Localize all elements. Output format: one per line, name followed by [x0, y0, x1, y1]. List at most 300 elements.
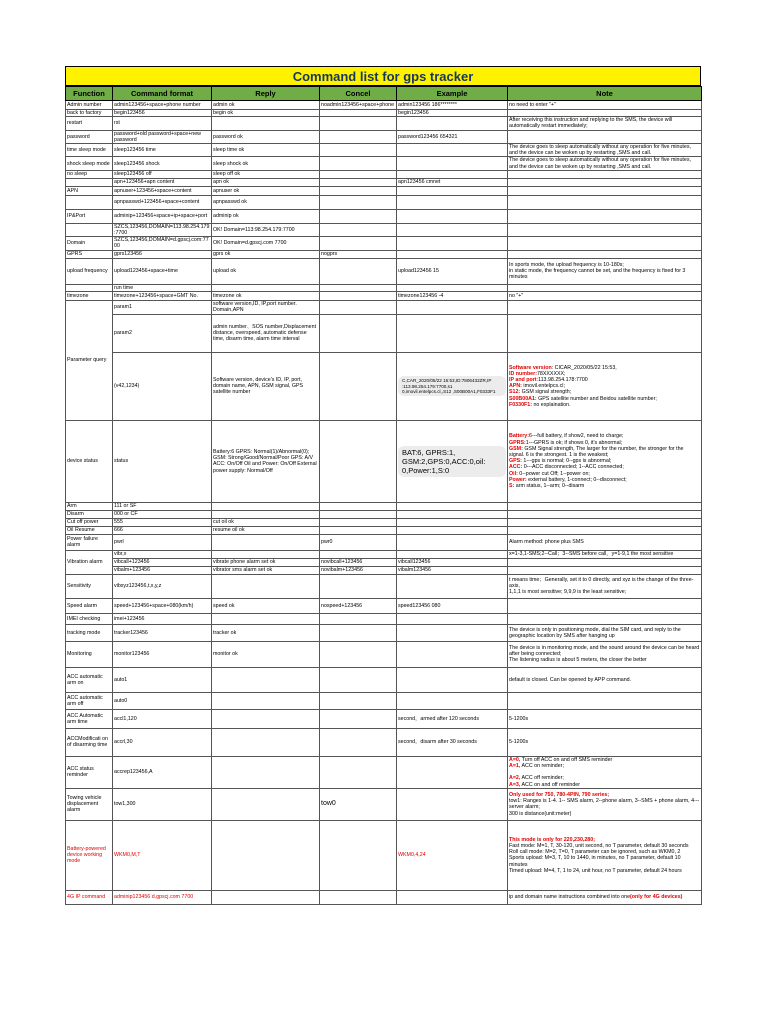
cell	[397, 250, 508, 258]
cell	[397, 157, 508, 170]
note-key: Power:	[509, 476, 527, 483]
cell	[212, 117, 320, 130]
cell: apn123456 cmnet	[397, 178, 508, 186]
cell: apnpasswd ok	[212, 195, 320, 209]
cell: password ok	[212, 130, 320, 143]
table-row	[66, 258, 702, 284]
cell: vibxyz123456,t,x,y,z	[113, 574, 212, 598]
cell: 5-1200s	[508, 728, 702, 756]
note-key: IP and port	[509, 377, 537, 384]
cell	[397, 237, 508, 250]
note-value: GSM signal strength;	[520, 389, 572, 396]
cell: Sensitivity	[66, 574, 113, 598]
cell: begin ok	[212, 110, 320, 117]
cell: The device goes to sleep automatically without any operation for five minutes, and the device can be woken up by restarting ,SMS and call.	[508, 157, 702, 170]
cell	[397, 510, 508, 518]
cell	[320, 144, 397, 157]
cell	[320, 237, 397, 250]
cell	[320, 186, 397, 195]
cell	[397, 518, 508, 526]
note-value: Turn off ACC on and off SMS reminder	[520, 756, 613, 763]
cell: rst	[113, 117, 212, 130]
cell	[212, 667, 320, 692]
battery-note-red: This mode is only for 220,230,280;	[509, 836, 595, 843]
status-reply: Battery:6 GPRS: Normal(1)/Abnormal(0); GSM: Strong/Good/Normal/Poor GPS: A/V ACC: On/Off Oil and Power: On/Off External power supply: Normal/Off	[212, 420, 320, 502]
cell: upload frequency	[66, 258, 113, 284]
table-row	[66, 756, 702, 788]
status-note	[508, 420, 702, 502]
table-row	[66, 534, 702, 550]
cell: Domain	[66, 237, 113, 250]
cell: vibcall+123456	[113, 558, 212, 566]
command-table	[65, 86, 702, 905]
cell: speed ok	[212, 598, 320, 613]
header-function: Function	[66, 87, 113, 101]
cell: The device is only in positioning mode, dial the SIM card, and reply to the geographic location by SMS after hanging up	[508, 624, 702, 641]
note-key: F0330F1:	[509, 401, 532, 408]
cell	[320, 284, 397, 291]
note-value: 0---ACC disconnected; 1--ACC connected;	[522, 464, 624, 471]
note-key: Software version	[509, 364, 552, 371]
cell	[320, 728, 397, 756]
cell	[320, 170, 397, 178]
cell: password123456 654321	[397, 130, 508, 143]
note-key: ID number:	[509, 370, 537, 377]
note-key: S:	[509, 483, 515, 490]
cell	[320, 624, 397, 641]
cell	[508, 566, 702, 574]
cell	[320, 258, 397, 284]
cell: vibalm+123456	[113, 566, 212, 574]
cell: SZCS,123456,DOMAIN=113.98.254.179:7700	[113, 223, 212, 236]
cell: time sleep mode	[66, 144, 113, 157]
param2-cmd: param2	[113, 314, 212, 352]
table-row	[66, 692, 702, 709]
note-line	[509, 483, 700, 489]
cell	[397, 170, 508, 178]
cell	[397, 144, 508, 157]
cell	[320, 502, 397, 510]
cell	[508, 613, 702, 624]
cell: SZCS,123456,DOMAIN=d.gpscj.com:7700	[113, 237, 212, 250]
g4-label: 4G IP command	[66, 890, 113, 904]
table-row	[66, 186, 702, 195]
cell	[320, 526, 397, 534]
cell	[508, 558, 702, 566]
cell: tracking mode	[66, 624, 113, 641]
cell: apnuser+123456+space+content	[113, 186, 212, 195]
param3-reply: Software version, device's ID, IP, port, domain name, APN, GSM signal, GPS satellite number	[212, 352, 320, 420]
g4-note-red: (only for 4G devices)	[630, 894, 683, 901]
status-example-bubble: BAT:6, GPRS:1, GSM:2,GPS:0,ACC:0,oil: 0,Power:1,S:0	[398, 446, 506, 477]
cell	[212, 613, 320, 624]
note-value: imovil.entelpcs.cl;	[521, 383, 565, 390]
table-row	[66, 170, 702, 178]
cell: password	[66, 130, 113, 143]
cell	[212, 574, 320, 598]
towing-concel: tow0	[320, 788, 397, 820]
cell: Alarm method: phone plus SMS	[508, 534, 702, 550]
cell: speed123456 080	[397, 598, 508, 613]
cell	[508, 178, 702, 186]
table-row	[66, 510, 702, 518]
cell	[66, 195, 113, 209]
cell: pwrl	[113, 534, 212, 550]
header-concel: Concel	[320, 87, 397, 101]
note-value: ACC off reminder;	[520, 775, 564, 782]
cell	[212, 728, 320, 756]
cell: no need to enter "+"	[508, 101, 702, 110]
cell: begin123456	[113, 110, 212, 117]
note-value: external battery, 1-connect; 0--disconnect;	[526, 476, 627, 483]
cell: auto1	[113, 667, 212, 692]
cell	[320, 209, 397, 223]
cell: auto0	[113, 692, 212, 709]
cell	[320, 130, 397, 143]
table-row	[66, 550, 702, 558]
cell	[508, 284, 702, 291]
note-value: 0--power cut Off; 1--power on;	[517, 470, 590, 477]
note-value: GSM Signal strength, The larger for the number, the stronger for the signal. 6 is the strongest. 1 is the weakest;	[509, 445, 684, 459]
note-line	[509, 782, 700, 788]
note-value: 6---full battery, if show2, need to charge;	[529, 433, 624, 440]
sheet-title: Command list for gps tracker	[65, 66, 701, 86]
cell: vibrator sms alarm set ok	[212, 566, 320, 574]
cell: 5-1200s	[508, 709, 702, 728]
acc-status-note	[508, 756, 702, 788]
cell: 111 or SF	[113, 502, 212, 510]
cell: x=1-3,1-SMS;2--Call；3--SMS before call，y=1-9,1 the most sensitive	[508, 550, 702, 558]
cell	[320, 667, 397, 692]
cell: monitor ok	[212, 641, 320, 667]
cell: accrl,30	[113, 728, 212, 756]
cell	[397, 550, 508, 558]
note-value: GPS satellite number and Beidou satellite number;	[536, 395, 657, 402]
cell	[212, 709, 320, 728]
cell	[320, 223, 397, 236]
cell: novibcall+123456	[320, 558, 397, 566]
cell: ACCModificati on of disarming time	[66, 728, 113, 756]
cell	[320, 178, 397, 186]
table-row	[66, 502, 702, 510]
cell: 666	[113, 526, 212, 534]
cell: admin123456 186********	[397, 101, 508, 110]
table-row	[66, 667, 702, 692]
cell	[320, 641, 397, 667]
cell: run time	[113, 284, 212, 291]
table-row	[66, 709, 702, 728]
cell: resume oil ok	[212, 526, 320, 534]
cell: OK! Domain=d.gpscj.com 7700	[212, 237, 320, 250]
table-row	[66, 352, 702, 420]
battery-note	[508, 820, 702, 890]
cell: 000 or CF	[113, 510, 212, 518]
battery-example: WKM0,4,24	[397, 820, 508, 890]
cell: upload123456 15	[397, 258, 508, 284]
cell: 555	[113, 518, 212, 526]
cell	[397, 502, 508, 510]
cell: APN	[66, 186, 113, 195]
towing-label: Towing vehicle displacement alarm	[66, 788, 113, 820]
note-value: 78XXXXXX;	[536, 370, 566, 377]
cell	[508, 598, 702, 613]
note-key: APN:	[509, 383, 522, 390]
cell: adminip+123456+space+ip+space+port	[113, 209, 212, 223]
param2-reply: admin number、SOS number,Displacement distance, overspeed, automatic defense time, disarm time, alarm time interval	[212, 314, 320, 352]
table-row	[66, 890, 702, 904]
towing-note-body: tow1: Ranges is 1-4. 1-- SMS alarm, 2--phone alarm, 3--SMS + phone alarm, 4---server alarm; 300 is distance(unit:meter)	[509, 798, 700, 817]
table-row	[66, 624, 702, 641]
note-value: 1---gps is normal; 0--gps is abnormal;	[521, 458, 612, 465]
status-label: device status	[66, 420, 113, 502]
note-key: ACC:	[509, 464, 523, 471]
cell	[397, 195, 508, 209]
cell	[320, 510, 397, 518]
cell	[320, 518, 397, 526]
cell	[508, 502, 702, 510]
note-value: arm status, 1--arm; 0--disarm	[514, 483, 585, 490]
table-row	[66, 420, 702, 502]
cell: accl1,120	[113, 709, 212, 728]
note-line	[509, 402, 700, 408]
cell: OK! Domain=113:98.254.179:7700	[212, 223, 320, 236]
cell	[397, 186, 508, 195]
cell: apn ok	[212, 178, 320, 186]
cell	[397, 613, 508, 624]
table-row	[66, 110, 702, 117]
param-note	[508, 352, 702, 420]
cell: Admin number	[66, 101, 113, 110]
cell	[320, 692, 397, 709]
table-row	[66, 820, 702, 890]
status-cmd: status	[113, 420, 212, 502]
cell: sleep123456 time	[113, 144, 212, 157]
cell: ACC automatic arm off	[66, 692, 113, 709]
cell: default is closed. Can be opened by APP command.	[508, 667, 702, 692]
table-row	[66, 558, 702, 566]
cell	[397, 641, 508, 667]
cell: gprs123456	[113, 250, 212, 258]
table-row	[66, 728, 702, 756]
towing-note-red: Only used for 750, 780-4PIN, 790 series;	[509, 791, 610, 798]
cell	[212, 510, 320, 518]
table-row	[66, 144, 702, 157]
cell: tracker ok	[212, 624, 320, 641]
towing-cmd: tow1,300	[113, 788, 212, 820]
cell: sleep123456 shock	[113, 157, 212, 170]
cell	[320, 574, 397, 598]
cell: begin123456	[397, 110, 508, 117]
cell: Monitoring	[66, 641, 113, 667]
table-row	[66, 209, 702, 223]
note-value: ACC on and off reminder	[520, 781, 581, 788]
cell	[320, 117, 397, 130]
cell: sleep off ok	[212, 170, 320, 178]
cell: tracker123456	[113, 624, 212, 641]
cell: sleep time ok	[212, 144, 320, 157]
cell	[397, 624, 508, 641]
cell	[508, 195, 702, 209]
cell	[320, 157, 397, 170]
note-key: A=0,	[509, 756, 521, 763]
cell: cut oil ok	[212, 518, 320, 526]
cell: adminip ok	[212, 209, 320, 223]
cell	[508, 130, 702, 143]
cell: noadmin123456+space+phone	[320, 101, 397, 110]
cell: The device goes to sleep automatically without any operation for five minutes, and the device can be woken up by restarting ,SMS and call.	[508, 144, 702, 157]
cell: GPRS	[66, 250, 113, 258]
cell	[212, 534, 320, 550]
cell	[397, 284, 508, 291]
cell: timezone	[66, 291, 113, 300]
cell: upload123456+space+time	[113, 258, 212, 284]
cell	[508, 250, 702, 258]
cell: admin ok	[212, 101, 320, 110]
cell	[397, 534, 508, 550]
cell: apnpasswd+123456+space+content	[113, 195, 212, 209]
cell: imei+123456	[113, 613, 212, 624]
note-value: 1---GPRS is ok; if shows 0, it's abnormal;	[525, 439, 623, 446]
cell: vibrate phone alarm set ok	[212, 558, 320, 566]
cell	[508, 526, 702, 534]
cell	[212, 550, 320, 558]
header-command-format: Command format	[113, 87, 212, 101]
cell: vibalm123456	[397, 566, 508, 574]
note-key: S12:	[509, 389, 521, 396]
param1-cmd: param1	[113, 300, 212, 314]
command-sheet	[65, 66, 701, 905]
header-row	[66, 87, 702, 101]
table-row	[66, 300, 702, 314]
cell	[397, 692, 508, 709]
cell	[397, 574, 508, 598]
cell	[508, 510, 702, 518]
cell: no sleep	[66, 170, 113, 178]
note-key: GSM:	[509, 445, 523, 452]
cell: shock sleep mode	[66, 157, 113, 170]
table-row	[66, 598, 702, 613]
cell: ACC automatic arm on	[66, 667, 113, 692]
cell	[397, 526, 508, 534]
cell: timezone ok	[212, 291, 320, 300]
acc-status-label: ACC status reminder	[66, 756, 113, 788]
cell	[320, 613, 397, 624]
param3-cmd: (v42,1234)	[113, 352, 212, 420]
table-row	[66, 250, 702, 258]
cell: Speed alarm	[66, 598, 113, 613]
cell: no "+"	[508, 291, 702, 300]
cell: vibr,x	[113, 550, 212, 558]
note-key: GPRS:	[509, 439, 526, 446]
cell: timezone+123456+space+GMT No.	[113, 291, 212, 300]
g4-note	[508, 890, 702, 904]
table-row	[66, 613, 702, 624]
table-row	[66, 157, 702, 170]
cell	[508, 186, 702, 195]
table-row	[66, 641, 702, 667]
cell: ACC Automatic arm time	[66, 709, 113, 728]
g4-note-body: ip and domain name instructions combined into one	[509, 894, 631, 901]
cell	[320, 709, 397, 728]
cell: restart	[66, 117, 113, 130]
cell	[320, 195, 397, 209]
cell	[66, 223, 113, 236]
cell	[320, 110, 397, 117]
cell: sleep123456 off	[113, 170, 212, 178]
cell	[397, 223, 508, 236]
note-key: Battery:	[509, 433, 530, 440]
table-row	[66, 574, 702, 598]
table-row	[66, 101, 702, 110]
cell	[66, 284, 113, 291]
cell	[320, 291, 397, 300]
cell: apnuser ok	[212, 186, 320, 195]
cell: apn+123456+apn content	[113, 178, 212, 186]
cell: admin123456+space+phone number	[113, 101, 212, 110]
table-row	[66, 117, 702, 130]
towing-note	[508, 788, 702, 820]
note-key: Oil:	[509, 470, 518, 477]
vib-label: Vibration alarm	[66, 550, 113, 574]
cell: Cut off power	[66, 518, 113, 526]
cell: IP&Port	[66, 209, 113, 223]
cell: Power failure alarm	[66, 534, 113, 550]
table-row	[66, 178, 702, 186]
cell	[397, 209, 508, 223]
note-line	[509, 446, 700, 458]
cell	[508, 209, 702, 223]
acc-status-cmd: accrep123456,A	[113, 756, 212, 788]
note-key: A=2,	[509, 775, 521, 782]
table-row	[66, 566, 702, 574]
cell: Oil Resume	[66, 526, 113, 534]
note-key: GPS:	[509, 458, 522, 465]
param1-reply: software version,ID, IP,port number. Domain,APN	[212, 300, 320, 314]
cell: Disarm	[66, 510, 113, 518]
cell	[508, 518, 702, 526]
cell	[397, 667, 508, 692]
header-example: Example	[397, 87, 508, 101]
table-row	[66, 195, 702, 209]
cell: nospeed+123456	[320, 598, 397, 613]
cell	[212, 502, 320, 510]
cell: In sports mode, the upload frequency is 10-180s; in static mode, the frequency cannot be set, and the frequency is fixed for 3 minutes	[508, 258, 702, 284]
cell: pwr0	[320, 534, 397, 550]
note-key: S00B00A1:	[509, 395, 537, 402]
param-label: Parameter query	[66, 300, 113, 420]
cell: monitor123456	[113, 641, 212, 667]
cell	[508, 110, 702, 117]
cell: timezone123456 -4	[397, 291, 508, 300]
note-key: A=1,	[509, 763, 521, 770]
table-row	[66, 223, 702, 236]
cell: The device is in monitoring mode, and the sound around the device can be heard after being connected; The listening radius is about 5 meters, the closer the better	[508, 641, 702, 667]
cell	[508, 692, 702, 709]
table-row	[66, 526, 702, 534]
cell	[508, 170, 702, 178]
header-note: Note	[508, 87, 702, 101]
cell: vibcall123456	[397, 558, 508, 566]
cell: t means time；Generally, set it to 0 directly, and xyz is the change of the three-axis, 1,1,1 is most sensitive; 9,9,9 is the least sensitive;	[508, 574, 702, 598]
cell: IMEI checking	[66, 613, 113, 624]
param3-example-bubble: C,CAR_2020/05/22 15:53,ID:7806432ZR,IP :113.98.254.179:7700,s1 0,imovil.entelpcs.cl,,S12 ,S00B00A1,F0333F1	[398, 376, 506, 396]
table-row	[66, 314, 702, 352]
cell: sleep shock ok	[212, 157, 320, 170]
cell	[212, 284, 320, 291]
battery-cmd: WKM0,M,T	[113, 820, 212, 890]
cell: back to factory	[66, 110, 113, 117]
cell	[508, 237, 702, 250]
